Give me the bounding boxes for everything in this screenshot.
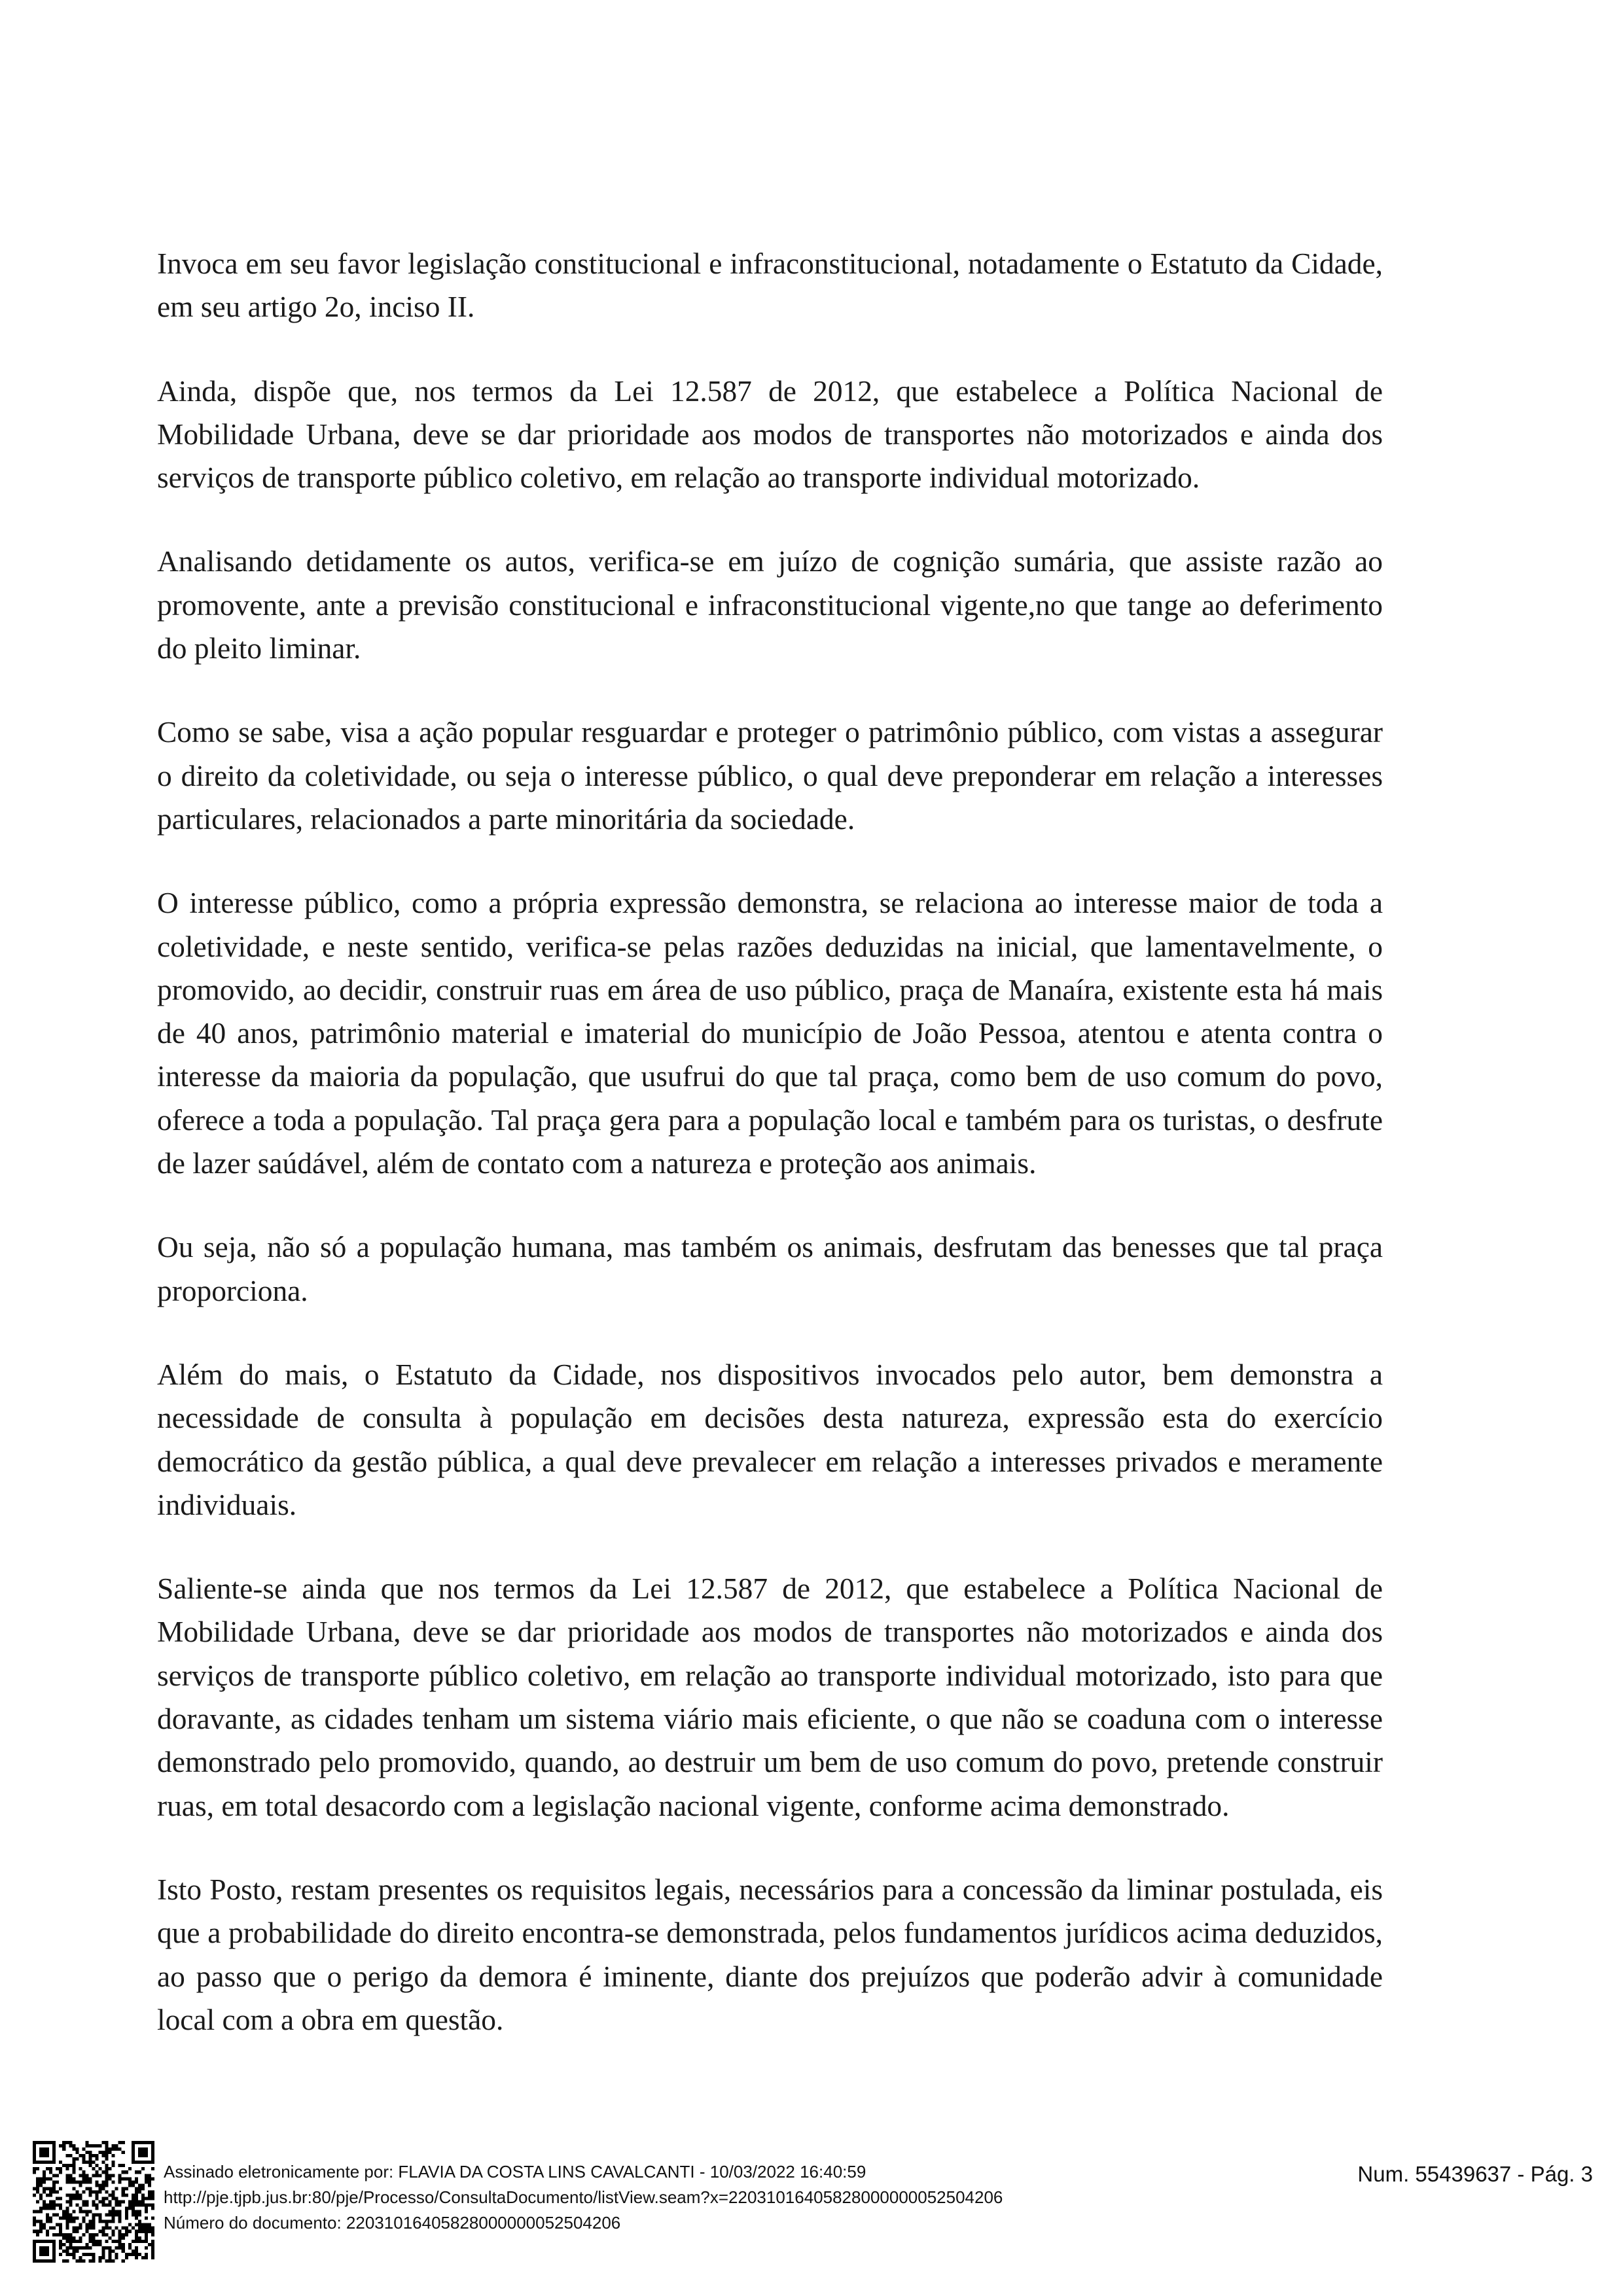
paragraph: Isto Posto, restam presentes os requisitos legais, necessários para a concessão da liminar postulada, eis que a probabilidade do direito encontra-se demonstrada, pelos fundamentos jurídicos acima deduzidos, ao passo que o perigo da demora é iminente, diante dos prejuízos que poderão advir à comunidade local com a obra em questão.: [157, 1873, 1383, 2036]
document-number: Número do documento: 22031016405828000000052504206: [164, 2213, 621, 2233]
paragraph: Saliente-se ainda que nos termos da Lei 12.587 de 2012, que estabelece a Política Nacional de Mobilidade Urbana, deve se dar prioridade aos modos de transportes não motorizados e ainda dos serviços de transporte público coletivo, em relação ao transporte individual motorizado, isto para que doravante, as cidades tenham um sistema viário mais eficiente, o que não se coaduna com o interesse demonstrado pelo promovido, quando, ao destruir um bem de uso comum do povo, pretende construir ruas, em total desacordo com a legislação nacional vigente, conforme acima demonstrado.: [157, 1572, 1383, 1822]
qr-code-icon: [33, 2141, 154, 2263]
paragraph: Ainda, dispõe que, nos termos da Lei 12.587 de 2012, que estabelece a Política Nacional de Mobilidade Urbana, deve se dar prioridade aos modos de transportes não motorizados e ainda dos serviços de transporte público coletivo, em relação ao transporte individual motorizado.: [157, 374, 1383, 495]
signed-by-text: Assinado eletronicamente por: FLAVIA DA COSTA LINS CAVALCANTI - 10/03/2022 16:40:59: [164, 2162, 866, 2181]
paragraph: Invoca em seu favor legislação constitucional e infraconstitucional, notadamente o Estatuto da Cidade, em seu artigo 2o, inciso II.: [157, 247, 1383, 324]
page-number: Num. 55439637 - Pág. 3: [1357, 2162, 1593, 2186]
paragraph: Além do mais, o Estatuto da Cidade, nos dispositivos invocados pelo autor, bem demonstra a necessidade de consulta à população em decisões desta natureza, expressão esta do exercício democrático da gestão pública, a qual deve prevalecer em relação a interesses privados e meramente individuais.: [157, 1358, 1383, 1521]
paragraph: Como se sabe, visa a ação popular resguardar e proteger o patrimônio público, com vistas a assegurar o direito da coletividade, ou seja o interesse público, o qual deve preponderar em relação a interesses particulares, relacionados a parte minoritária da sociedade.: [157, 716, 1383, 836]
document-body: [157, 242, 1383, 2082]
paragraph: Analisando detidamente os autos, verifica-se em juízo de cognição sumária, que assiste razão ao promovente, ante a previsão constitucional e infraconstitucional vigente,no que tange ao deferimento do pleito liminar.: [157, 545, 1383, 665]
paragraph: Ou seja, não só a população humana, mas também os animais, desfrutam das benesses que tal praça proporciona.: [157, 1231, 1383, 1307]
paragraph: O interesse público, como a própria expressão demonstra, se relaciona ao interesse maior de toda a coletividade, e neste sentido, verifica-se pelas razões deduzidas na inicial, que lamentavelmente, o promovido, ao decidir, construir ruas em área de uso público, praça de Manaíra, existente esta há mais de 40 anos, patrimônio material e imaterial do município de João Pessoa, atentou e atenta contra o interesse da maioria da população, que usufrui do que tal praça, como bem de uso comum do povo, oferece a toda a população. Tal praça gera para a população local e também para os turistas, o desfrute de lazer saúdável, além de contato com a natureza e proteção aos animais.: [157, 887, 1383, 1180]
electronic-signature-block: [164, 2159, 1003, 2236]
document-url[interactable]: http://pje.tjpb.jus.br:80/pje/Processo/ConsultaDocumento/listView.seam?x=22031016405828000000052504206: [164, 2187, 1003, 2207]
qr-code-graphic: [33, 2141, 154, 2263]
